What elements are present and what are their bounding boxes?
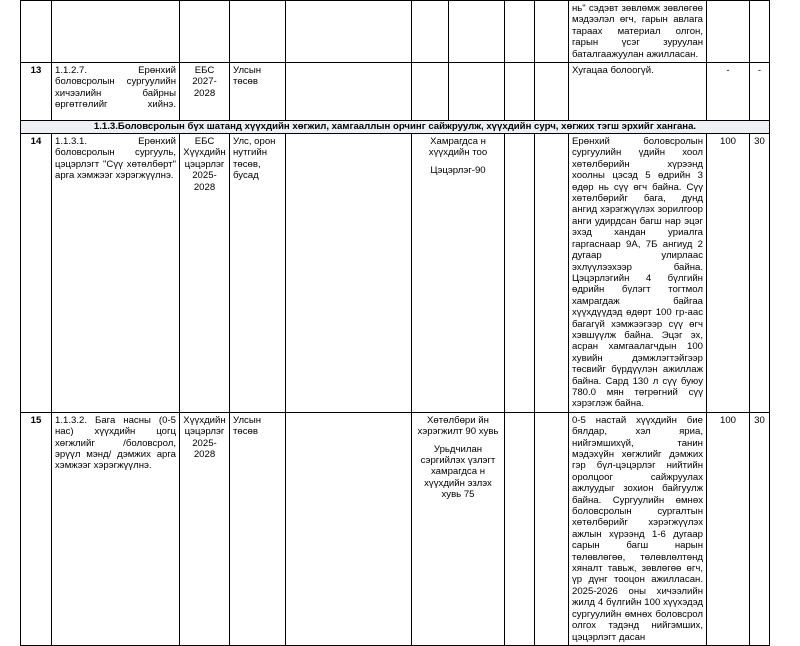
cell-empty: [535, 412, 569, 645]
cell-indicator: [412, 1, 449, 63]
cell-score: 30: [750, 412, 770, 645]
cell-empty: [505, 1, 535, 63]
cell-task: [52, 1, 180, 63]
cell-score: -: [750, 63, 770, 121]
plan-table: [20, 0, 770, 646]
row-number: 13: [21, 63, 52, 121]
cell-indicator: [412, 412, 505, 645]
cell-empty: [535, 63, 569, 121]
cell-no: [21, 1, 52, 63]
cell-task: 1.1.3.2. Бага насны (0-5 нас) хүүхдийн цогц хөгжлийг /боловсрол, эрүүл мэнд/ дэмжих арга хэмжээг хэрэгжүүлнэ.: [52, 412, 180, 645]
cell-actions: 0-5 настай хүүхдийн бие бялдар, хэл яриа, нийгэмшихүй, танин мэдэхүйн хөгжлийг дэмжих гэр бүл-цэцэрлэг нийтийн оролцоог сайжруулах ажлуудыг зохион байгуулж байна. Сургуулийн өмнөх боловсролын сургалтын хөтөлбөрийг хэрэгжүүлэх ажлын хүрээнд 1-6 дугаар сарын багш нарын төлөвлөгөө, төлөвлөлтөнд хяналт тавьж, зөвлөгөө өгч, үр дүнг тооцон ажилласан. 2025-2026 оны хичээлийн жилд 4 бүлгийн 100 хүүхэдэд сургуулийн өмнөх боловсрол олгох тэдэнд нийгэмших, цэцэрлэгт дасан: [569, 412, 707, 645]
indicator-text: Хөтөлбөри йн хэрэгжилт 90 хувь: [417, 414, 499, 438]
cell-empty: [286, 134, 412, 413]
cell-task: 1.1.2.7. Ерөнхий боловсролын сургуулийн хичээлийн байрны өргөтгөлийг хийнэ.: [52, 63, 180, 121]
cell-empty: [286, 63, 412, 121]
cell-funding: Хүүхдийн цэцэрлэг 2025-2028: [180, 412, 230, 645]
cell-empty: [535, 1, 569, 63]
cell-score: [750, 1, 770, 63]
cell-empty: [505, 134, 535, 413]
cell-score: 30: [750, 134, 770, 413]
row-number: 15: [21, 412, 52, 645]
cell-funding: [180, 1, 230, 63]
cell-empty: [505, 63, 535, 121]
table-row: [21, 412, 770, 645]
indicator-target: Цэцэрлэг-90: [430, 164, 486, 176]
table-row: [21, 134, 770, 413]
indicator-target: Урьдчилан сэргийлэх үзлэгт хамрагдса н хүүхдийн эзлэх хувь 75: [420, 443, 496, 501]
table-row: [21, 63, 770, 121]
cell-funding: ЕБС 2027-2028: [180, 63, 230, 121]
cell-empty: [286, 412, 412, 645]
cell-funding: ЕБС Хүүхдийн цэцэрлэг 2025-2028: [180, 134, 230, 413]
section-header-row: [21, 121, 770, 134]
cell-empty: [535, 134, 569, 413]
cell-task: 1.1.3.1. Ерөнхий боловсролын сургууль, цэцэрлэгт "Сүү хөтөлбөрт" арга хэмжээг хэрэгжүүлнэ.: [52, 134, 180, 413]
cell-score: 100: [707, 412, 750, 645]
row-number: 14: [21, 134, 52, 413]
cell-indicator: [412, 134, 505, 413]
cell-score: [707, 1, 750, 63]
cell-score: -: [707, 63, 750, 121]
cell-indicator: [412, 63, 449, 121]
section-title: 1.1.3.Боловсролын бүх шатанд хүүхдийн хөгжил, хамгааллын орчинг сайжруулж, хүүхдийн сурч, хөгжих тэгш эрхийг хангана.: [21, 121, 770, 134]
cell-scope: Улсын төсөв: [230, 63, 286, 121]
cell-scope: [230, 1, 286, 63]
cell-actions: нь" сэдэвт зөвлөмж зөвлөгөө мэдээлэл өгч, гарын авлага тараах материал олгон, гарын үсэг зуруулан баталгаажуулан ажилласан.: [569, 1, 707, 63]
cell-actions: Хугацаа болоогүй.: [569, 63, 707, 121]
cell-empty: [449, 63, 505, 121]
indicator-text: Хамрагдса н хүүхдийн тоо: [428, 136, 488, 159]
table-row: [21, 1, 770, 63]
cell-score: 100: [707, 134, 750, 413]
cell-empty: [286, 1, 412, 63]
cell-actions: Ерөнхий боловсролын сургуулийн үдийн хоол хөтөлбөрийн хүрээнд хоолны цэсэд 5 өдрийн 3 өдөр нь сүү өгч байна. Сүү хөтөлбөрийг бага, дунд ангид хэрэгжүүлэх зорилгоор анги удирдсан багш нар эцэг эхэд хандан уриалга гаргаснаар 9А, 7Б ангиуд 2 дугаар улирлаас эхлүүлээхээр байна. Цэцэрлэгийн 4 бүлгийн өдрийн бүлэгт тогтмол хамрагдаж байгаа хүүхдүүдэд өдөрт 100 гр-аас багагүй хэмжээгээр сүү өгч хэвшүүлж байна. Эцэг эх, асран хамгаалагчдын 100 хувийн дэмжлэгтэйгээр төсвийг бүрдүүлэн ажиллаж байна. Сард 130 л сүү буюу 780.0 мян төгрөгний сүү хэрэглэж байна.: [569, 134, 707, 413]
cell-scope: Улс, орон нутгийн төсөв, бусад: [230, 134, 286, 413]
cell-scope: Улсын төсөв: [230, 412, 286, 645]
cell-empty: [449, 1, 505, 63]
cell-empty: [505, 412, 535, 645]
